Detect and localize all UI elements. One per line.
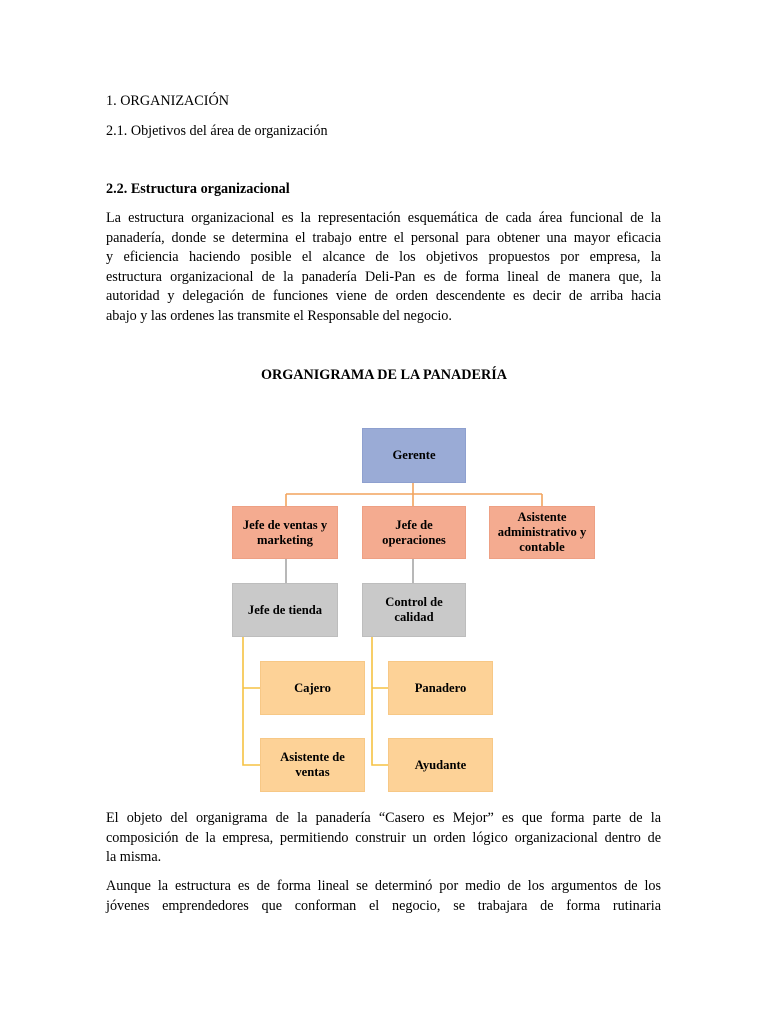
org-box-gerente: Gerente (362, 428, 466, 483)
org-box-jefe-tienda: Jefe de tienda (232, 583, 338, 637)
paragraph-estructura (106, 209, 661, 327)
paragraph-aunque (106, 877, 661, 916)
paragraph-line: Aunque la estructura es de forma lineal se determinó por medio de los argumentos de los (106, 878, 661, 894)
paragraph-line: La estructura organizacional es la representación esquemática de cada área funcional de la (106, 210, 661, 226)
paragraph-line: autoridad y delegación de funciones viene de orden descendente es decir de arriba hacia (106, 288, 661, 305)
heading-organizacion: 1. ORGANIZACIÓN (106, 93, 229, 109)
paragraph-line: abajo y las ordenes las transmite el Responsable del negocio. (106, 307, 452, 324)
org-box-jefe-operaciones: Jefe de operaciones (362, 506, 466, 559)
org-box-cajero: Cajero (260, 661, 365, 715)
org-box-control-calidad: Control de calidad (362, 583, 466, 637)
org-box-asistente-ventas: Asistente de ventas (260, 738, 365, 792)
org-chart-title: ORGANIGRAMA DE LA PANADERÍA (260, 367, 508, 383)
paragraph-line: panadería, donde se determina el trabajo entre el personal para obtener una mayor eficacia (106, 229, 661, 246)
org-box-panadero: Panadero (388, 661, 493, 715)
paragraph-line: y eficiencia haciendo posible el alcance de los objetivos propuestos por empresa, la (106, 249, 661, 266)
org-box-jefe-ventas: Jefe de ventas y marketing (232, 506, 338, 559)
paragraph-line: composición de la empresa, permitiendo construir un orden lógico organizacional dentro de (106, 829, 661, 846)
heading-estructura: 2.2. Estructura organizacional (106, 181, 290, 197)
paragraph-line: la misma. (106, 849, 162, 866)
connector-calidad-branch (372, 637, 388, 765)
paragraph-line: El objeto del organigrama de la panadería “Casero es Mejor” es que forma parte de la (106, 810, 661, 826)
connector-tienda-branch (243, 637, 260, 765)
paragraph-objeto (106, 809, 661, 868)
paragraph-line: jóvenes emprendedores que conforman el negocio, se trabajara de forma rutinaria (106, 897, 661, 914)
org-box-asistente-admin: Asistente administrativo y contable (489, 506, 595, 559)
heading-objetivos: 2.1. Objetivos del área de organización (106, 123, 328, 139)
org-box-ayudante: Ayudante (388, 738, 493, 792)
paragraph-line: estructura organizacional de la panadería Deli-Pan es de forma lineal de manera que, la (106, 268, 661, 285)
